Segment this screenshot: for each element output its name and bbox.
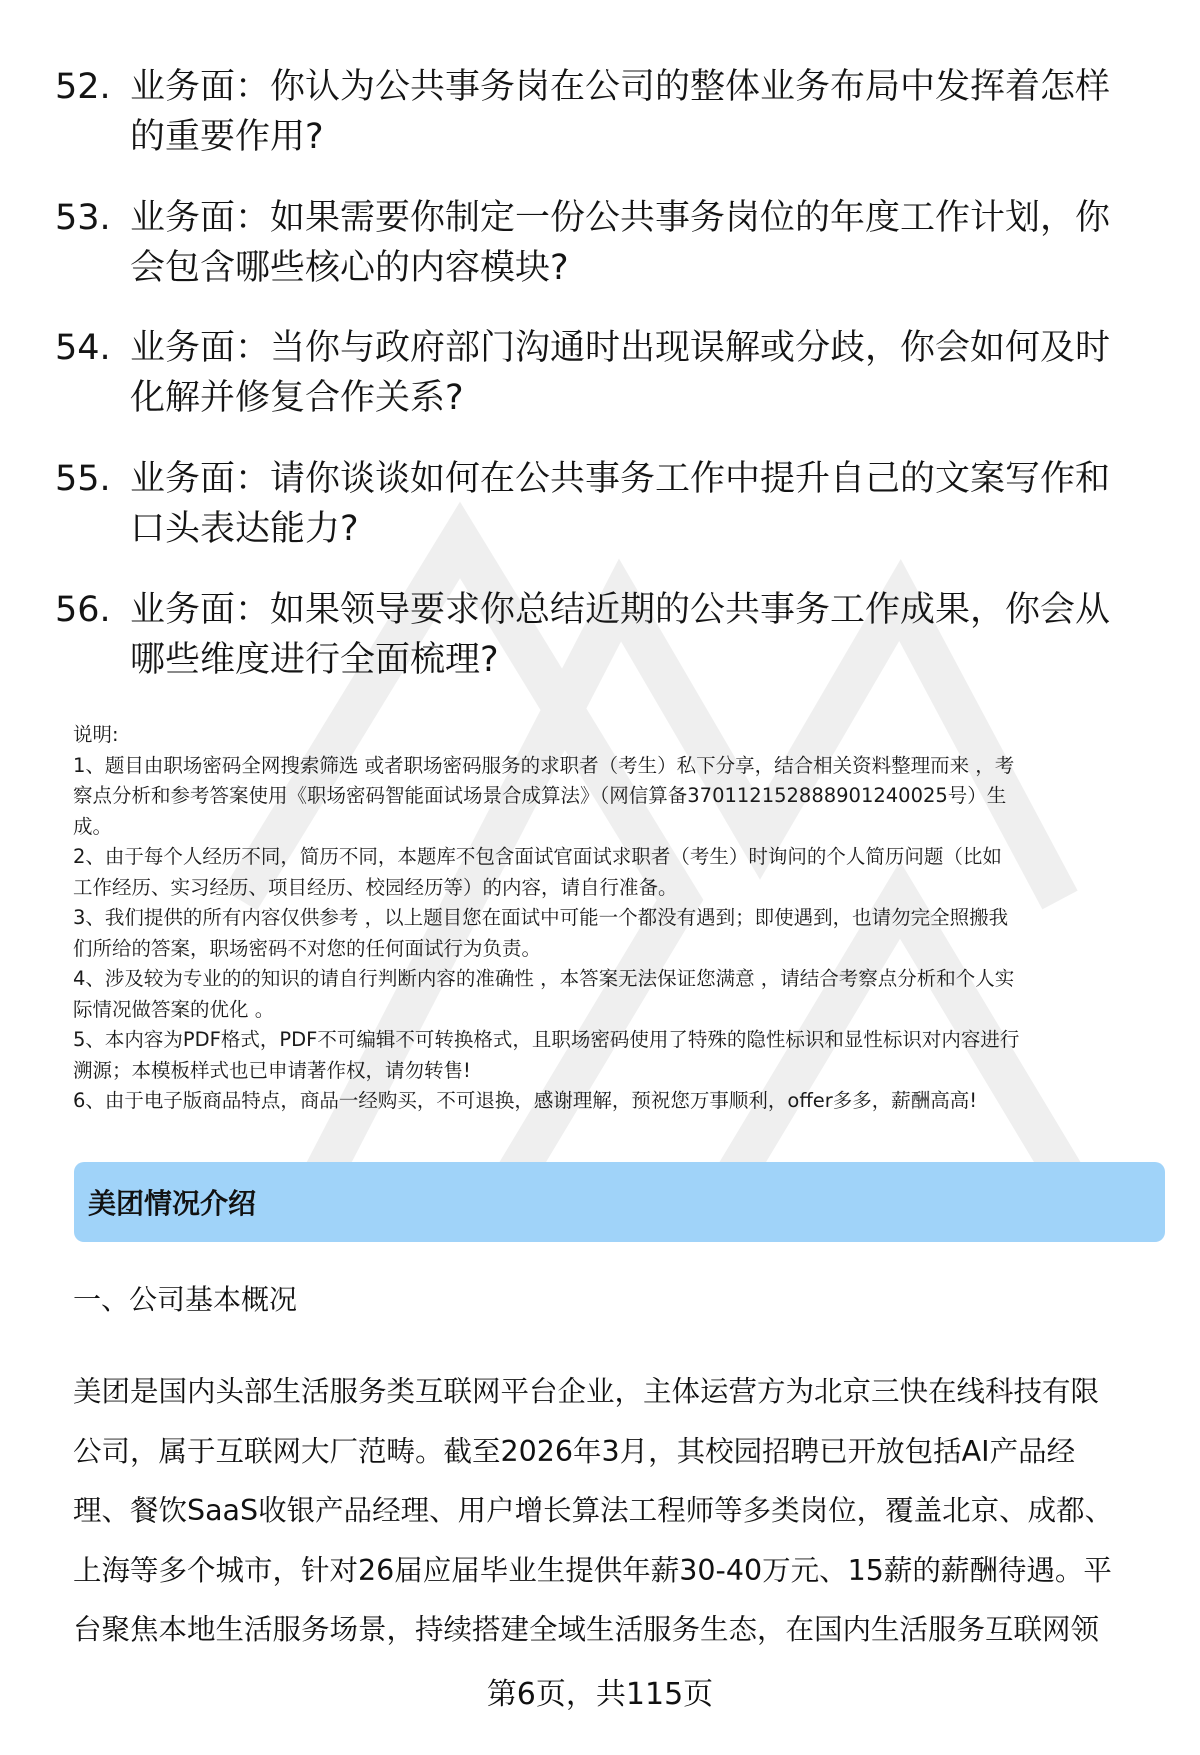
question-text-line: 化解并修复合作关系? (130, 378, 464, 418)
notes-line: 4、涉及较为专业的的知识的请自行判断内容的准确性 ，本答案无法保证您满意 ，请结合考察点分析和个人实 (73, 967, 1015, 990)
question-item-53 (55, 193, 1165, 293)
notes-line: 察点分析和参考答案使用《职场密码智能面试场景合成算法》（网信算备370112152888901240025号）生 (73, 784, 1007, 807)
question-text-line: 业务面：你认为公共事务岗在公司的整体业务布局中发挥着怎样 (130, 67, 1111, 107)
question-item-54 (55, 323, 1165, 423)
question-text-line: 业务面：请你谈谈如何在公共事务工作中提升自己的文案写作和 (130, 459, 1111, 499)
question-text-line: 口头表达能力? (130, 509, 359, 549)
notes-line: 溯源；本模板样式也已申请著作权，请勿转售! (73, 1058, 471, 1082)
question-item-55 (55, 454, 1165, 554)
section-banner-title: 美团情况介绍 (88, 1187, 257, 1220)
paragraph-line: 公司，属于互联网大厂范畴。截至2026年3月，其校园招聘已开放包括AI产品经 (73, 1434, 1076, 1468)
notes-line: 5、本内容为PDF格式，PDF不可编辑不可转换格式，且职场密码使用了特殊的隐性标识和显性标识对内容进行 (73, 1028, 1020, 1051)
notes-line: 们所给的答案，职场密码不对您的任何面试行为负责。 (73, 936, 542, 960)
question-text-line: 业务面：如果领导要求你总结近期的公共事务工作成果，你会从 (130, 590, 1111, 630)
question-number: 52. (55, 67, 111, 107)
paragraph-line: 台聚焦本地生活服务场景，持续搭建全域生活服务生态，在国内生活服务互联网领 (73, 1613, 1100, 1646)
paragraph-line: 上海等多个城市，针对26届应届毕业生提供年薪30-40万元、15薪的薪酬待遇。平 (73, 1553, 1112, 1587)
question-text-line: 会包含哪些核心的内容模块? (130, 248, 569, 288)
question-number: 55. (55, 459, 111, 499)
question-number: 54. (55, 328, 111, 368)
notes-line: 1、题目由职场密码全网搜索筛选 或者职场密码服务的求职者（考生）私下分享，结合相关资料整理而来 ，考 (73, 753, 1015, 777)
notes-line: 际情况做答案的优化 。 (73, 997, 275, 1021)
notes-line: 工作经历、实习经历、项目经历、校园经历等）的内容，请自行准备。 (73, 875, 678, 899)
section-subheading: 一、公司基本概况 (73, 1283, 298, 1316)
page-indicator: 第6页，共115页 (486, 1677, 714, 1712)
notes-heading: 说明: (73, 723, 119, 746)
question-number: 53. (55, 198, 111, 238)
notes-line: 2、由于每个人经历不同，简历不同，本题库不包含面试官面试求职者（考生）时询问的个人简历问题（比如 (73, 845, 1002, 868)
question-number: 56. (55, 590, 111, 630)
section-banner (74, 1162, 1165, 1242)
question-text-line: 的重要作用? (130, 117, 324, 157)
paragraph-line: 美团是国内头部生活服务类互联网平台企业，主体运营方为北京三快在线科技有限 (73, 1375, 1100, 1408)
question-text-line: 哪些维度进行全面梳理? (130, 640, 499, 680)
paragraph-line: 理、餐饮SaaS收银产品经理、用户增长算法工程师等多类岗位，覆盖北京、成都、 (73, 1494, 1114, 1527)
question-text-line: 业务面：当你与政府部门沟通时出现误解或分歧，你会如何及时 (130, 328, 1111, 368)
question-text-line: 业务面：如果需要你制定一份公共事务岗位的年度工作计划，你 (130, 198, 1111, 238)
notes-block (73, 720, 1168, 1117)
notes-line: 6、由于电子版商品特点，商品一经购买，不可退换，感谢理解，预祝您万事顺利，offer多多，薪酬高高! (73, 1089, 978, 1112)
question-item-52 (55, 62, 1165, 162)
notes-line: 成。 (73, 814, 113, 838)
company-overview-paragraph (73, 1362, 1168, 1660)
notes-line: 3、我们提供的所有内容仅供参考 ，以上题目您在面试中可能一个都没有遇到；即使遇到，也请勿完全照搬我 (73, 906, 1009, 929)
question-item-56 (55, 585, 1165, 685)
